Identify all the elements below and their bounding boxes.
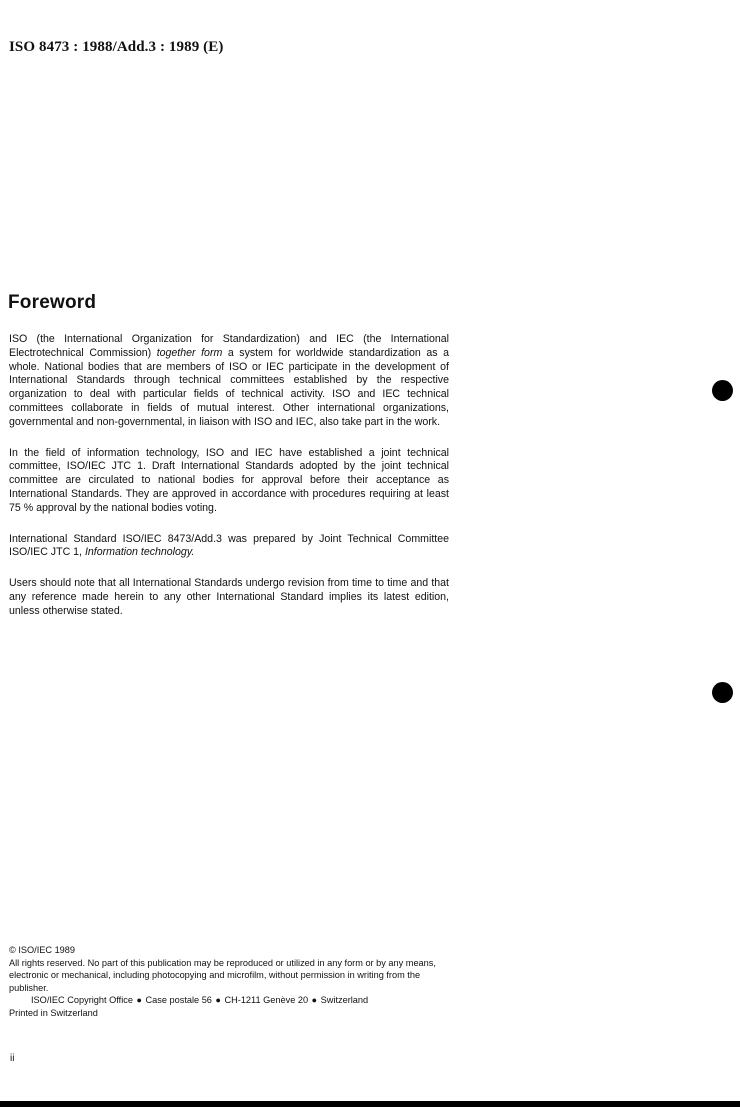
- foreword-heading: Foreword: [8, 292, 97, 313]
- bullet-icon: ●: [311, 995, 318, 1006]
- copyright-notice: © ISO/IEC 1989: [9, 945, 76, 955]
- bullet-icon: ●: [215, 995, 221, 1006]
- foreword-paragraph-1-emphasis: together form: [156, 346, 223, 359]
- foreword-paragraph-1: [9, 333, 449, 430]
- copyright-office-address: [9, 994, 455, 1007]
- punch-hole-lower: [712, 682, 733, 703]
- office-postbox: Case postale 56: [145, 995, 212, 1006]
- punch-hole-upper: [712, 380, 733, 401]
- rights-statement: All rights reserved. No part of this publication may be reproduced or utilized in any form or by any means, electronic or mechanical, including photocopying and microfilm, without permission in writing from the publisher.: [9, 957, 436, 993]
- page-number: ii: [10, 1053, 15, 1064]
- document-header-title: ISO 8473 : 1988/Add.3 : 1989 (E): [9, 39, 224, 55]
- foreword-paragraph-4: Users should note that all International Standards undergo revision from time to time and that any reference made herein to any other International Standard implies its latest edition, unless otherwise stated.: [9, 577, 449, 617]
- foreword-paragraph-3: [9, 533, 449, 561]
- office-name: ISO/IEC Copyright Office: [31, 995, 133, 1006]
- foreword-paragraph-1-end: a system for worldwide standardization as a whole. National bodies that are members of ISO or IEC participate in the development of International Standards through technical committees established by the respective organization to deal with particular fields of technical activity. ISO and IEC technical committees collaborate in fields of mutual interest. Other international organizations, governmental and non-governmental, in liaison with ISO and IEC, also take part in the work.: [9, 346, 449, 428]
- bullet-icon: ●: [136, 995, 142, 1006]
- foreword-paragraph-2: In the field of information technology, ISO and IEC have established a joint technical committee, ISO/IEC JTC 1. Draft International Standards adopted by the joint technical committee are circulated to national bodies for approval before their acceptance as International Standards. They are approved in accordance with procedures requiring at least 75 % approval by the national bodies voting.: [9, 446, 449, 514]
- foreword-paragraph-1-start: ISO (the International Organization for Standardization) and IEC (the International Electrotechnical Commission): [9, 333, 449, 359]
- office-country: Switzerland: [320, 995, 369, 1006]
- foreword-paragraph-3-start: International Standard ISO/IEC 8473/Add.3 was prepared by Joint Technical Committee ISO/IEC JTC 1,: [9, 532, 449, 559]
- foreword-paragraph-3-emphasis: Information technology.: [84, 546, 195, 559]
- foreword-body: [9, 333, 449, 636]
- office-city: CH-1211 Genève 20: [224, 995, 309, 1006]
- copyright-block: [9, 944, 455, 1020]
- bottom-edge-rule: [0, 1101, 740, 1107]
- printed-in: Printed in Switzerland: [9, 1007, 98, 1018]
